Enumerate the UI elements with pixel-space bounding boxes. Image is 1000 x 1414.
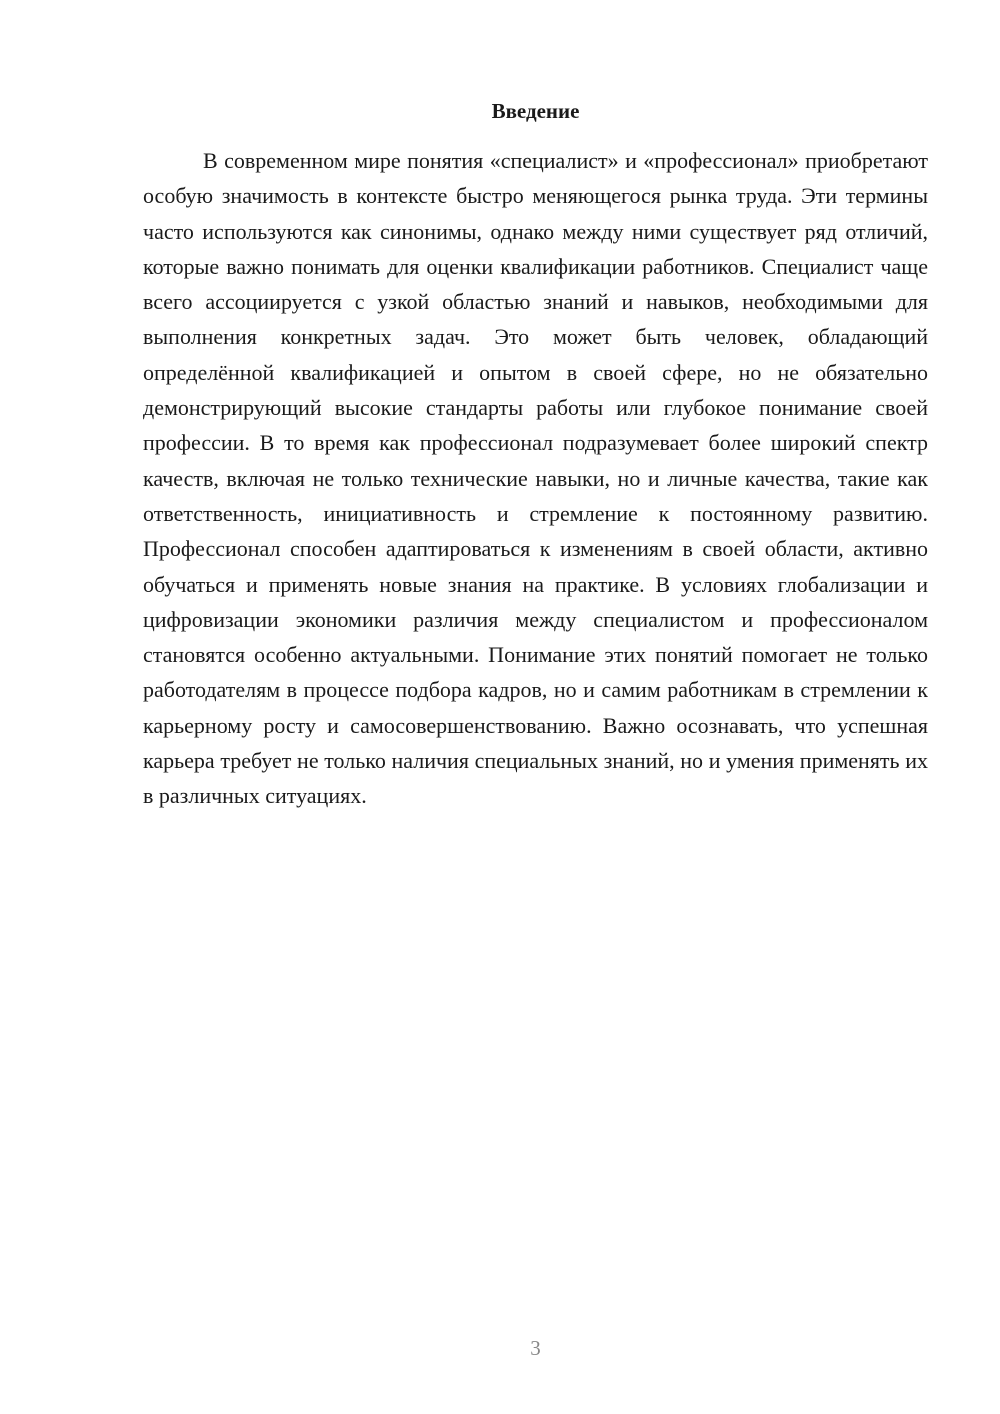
body-paragraph: В современном мире понятия «специалист» и «профессионал» приобретают особую значимость в контексте быстро меняющегося рынка труда. Эти термины часто используются как синонимы, однако между ними существует ряд отличий, которые важно понимать для оценки квалификации работников. Специалист чаще всего ассоциируется с узкой областью знаний и навыков, необходимыми для выполнения конкретных задач. Это может быть человек, обладающий определённой квалификацией и опытом в своей сфере, но не обязательно демонстрирующий высокие стандарты работы или глубокое понимание своей профессии. В то время как профессионал подразумевает более широкий спектр качеств, включая не только технические навыки, но и личные качества, такие как ответственность, инициативность и стремление к постоянному развитию. Профессионал способен адаптироваться к изменениям в своей области, активно обучаться и применять новые знания на практике. В условиях глобализации и цифровизации экономики различия между специалистом и профессионалом становятся особенно актуальными. Понимание этих понятий помогает не только работодателям в процессе подбора кадров, но и самим работникам в стремлении к карьерному росту и самосовершенствованию. Важно осознавать, что успешная карьера требует не только наличия специальных знаний, но и умения применять их в различных ситуациях.	[143, 148, 928, 809]
page-number: 3	[530, 1336, 541, 1360]
section-heading: Введение	[491, 99, 580, 123]
